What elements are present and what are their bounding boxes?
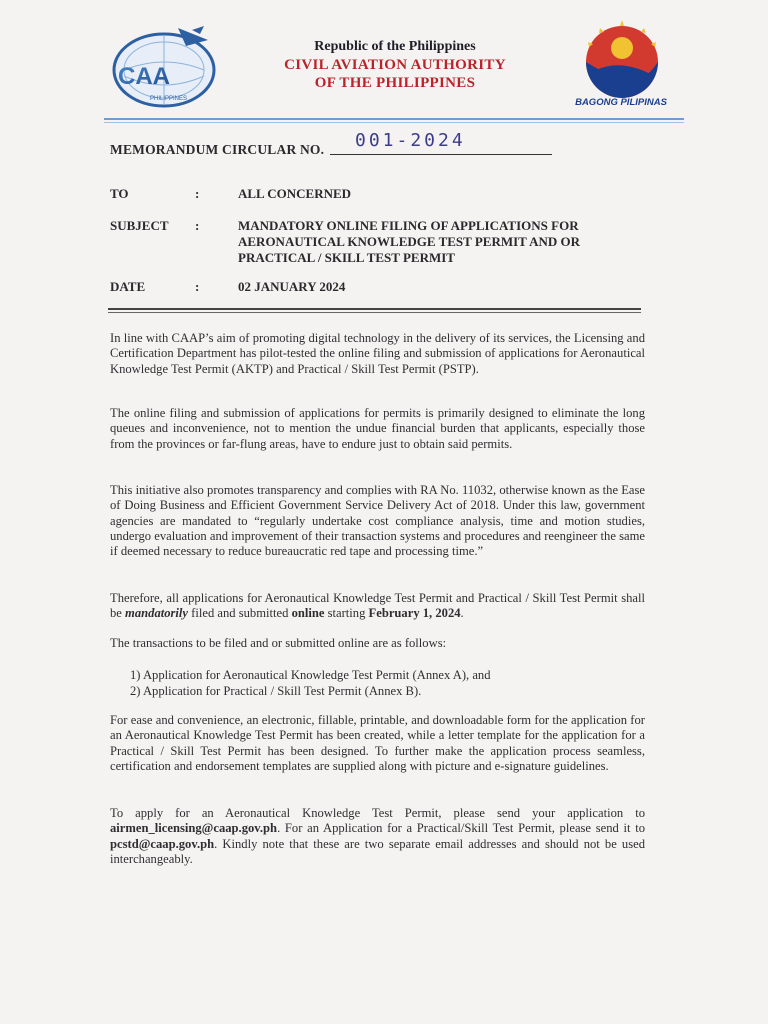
memo-number-underline [330, 154, 552, 155]
p4-text-e: starting [324, 606, 369, 621]
caa-logo-subtext: PHILIPPINES [150, 96, 188, 102]
fields-rule [108, 308, 641, 310]
transactions-list [130, 667, 630, 699]
p4-text-a: Therefore, all applications for Aeronautical Knowledge Test Permit and Practical / Skill Test Permit shall be [110, 591, 645, 621]
caa-logo [108, 24, 226, 108]
p4-text-g: . [460, 606, 464, 621]
pcstd-email[interactable]: pcstd@caap.gov.ph [110, 836, 215, 851]
fields-rule-thin [108, 312, 641, 313]
airmen-licensing-email[interactable]: airmen_licensing@caap.gov.ph [110, 821, 278, 836]
header-rule [104, 118, 684, 120]
bagong-pilipinas-text: BAGONG PILIPINAS [575, 97, 667, 108]
p4-start-date: February 1, 2024 [368, 606, 461, 621]
paragraph-5: The transactions to be filed and or submitted online are as follows: [110, 636, 447, 650]
list-item: 1) Application for Aeronautical Knowledge Test Permit (Annex A), and [130, 668, 491, 682]
date-colon: : [195, 279, 200, 294]
republic-line: Republic of the Philippines [314, 39, 476, 54]
memo-circular-number: 001-2024 [355, 130, 466, 151]
date-label: DATE [110, 279, 146, 294]
header-rule-thin [104, 122, 684, 123]
paragraph-6: For ease and convenience, an electronic, fillable, printable, and downloadable form for the application for an Aeronautical Knowledge Test Permit has been created, while a letter template for the application for a Practical / Skill Test Permit has been designed. To further make the application process seamless, certification and endorsement templates are supplied along with picture and e-signature guidelines. [110, 713, 645, 773]
p4-text-c: filed and submitted [188, 606, 292, 621]
p7-text-a: To apply for an Aeronautical Knowledge Test Permit, please send your application to [110, 806, 645, 820]
p4-mandatorily: mandatorily [125, 606, 189, 621]
paragraph-2: The online filing and submission of applications for permits is primarily designed to eliminate the long queues and inconvenience, not to mention the undue financial burden that applicants, especially those from the provinces or far-flung areas, have to endure just to obtain said permits. [110, 406, 645, 451]
paragraph-3: This initiative also promotes transparency and complies with RA No. 11032, otherwise known as the Ease of Doing Business and Efficient Government Service Delivery Act of 2018. Under this law, government agencies are mandated to “regularly undertake cost compliance analysis, time and motion studies, undergo evaluation and improvement of their transaction systems and procedures and reengineer the same if deemed necessary to reduce bureaucratic red tape and processing time.” [110, 483, 645, 559]
agency-title [250, 38, 540, 92]
to-label: TO [110, 186, 129, 201]
subject-label: SUBJECT [110, 218, 169, 233]
paragraph-4 [110, 591, 645, 622]
p4-online: online [291, 606, 325, 621]
to-colon: : [195, 186, 200, 201]
p7-text-e: . Kindly note that these are two separate email addresses and should not be used interchangeably. [110, 836, 645, 866]
list-item: 2) Application for Practical / Skill Test Permit (Annex B). [130, 684, 422, 698]
authority-line: CIVIL AVIATION AUTHORITY [284, 57, 506, 73]
subject-value: MANDATORY ONLINE FILING OF APPLICATIONS FOR AERONAUTICAL KNOWLEDGE TEST PERMIT AND OR PRACTICAL / SKILL TEST PERMIT [238, 218, 581, 265]
to-value: ALL CONCERNED [238, 186, 352, 201]
subject-colon: : [195, 218, 200, 233]
paragraph-7 [110, 806, 645, 867]
date-value: 02 JANUARY 2024 [238, 279, 346, 294]
p7-text-c: . For an Application for a Practical/Skill Test Permit, please send it to [277, 821, 645, 836]
paragraph-1: In line with CAAP’s aim of promoting digital technology in the delivery of its services, the Licensing and Certification Department has pilot-tested the online filing and submission of applications for Aeronautical Knowledge Test Permit (AKTP) and Practical / Skill Test Permit (PSTP). [110, 331, 645, 376]
country-line: OF THE PHILIPPINES [314, 75, 476, 91]
memo-circular-label: MEMORANDUM CIRCULAR NO. [110, 142, 325, 157]
caa-logo-text: CAA [118, 63, 170, 90]
